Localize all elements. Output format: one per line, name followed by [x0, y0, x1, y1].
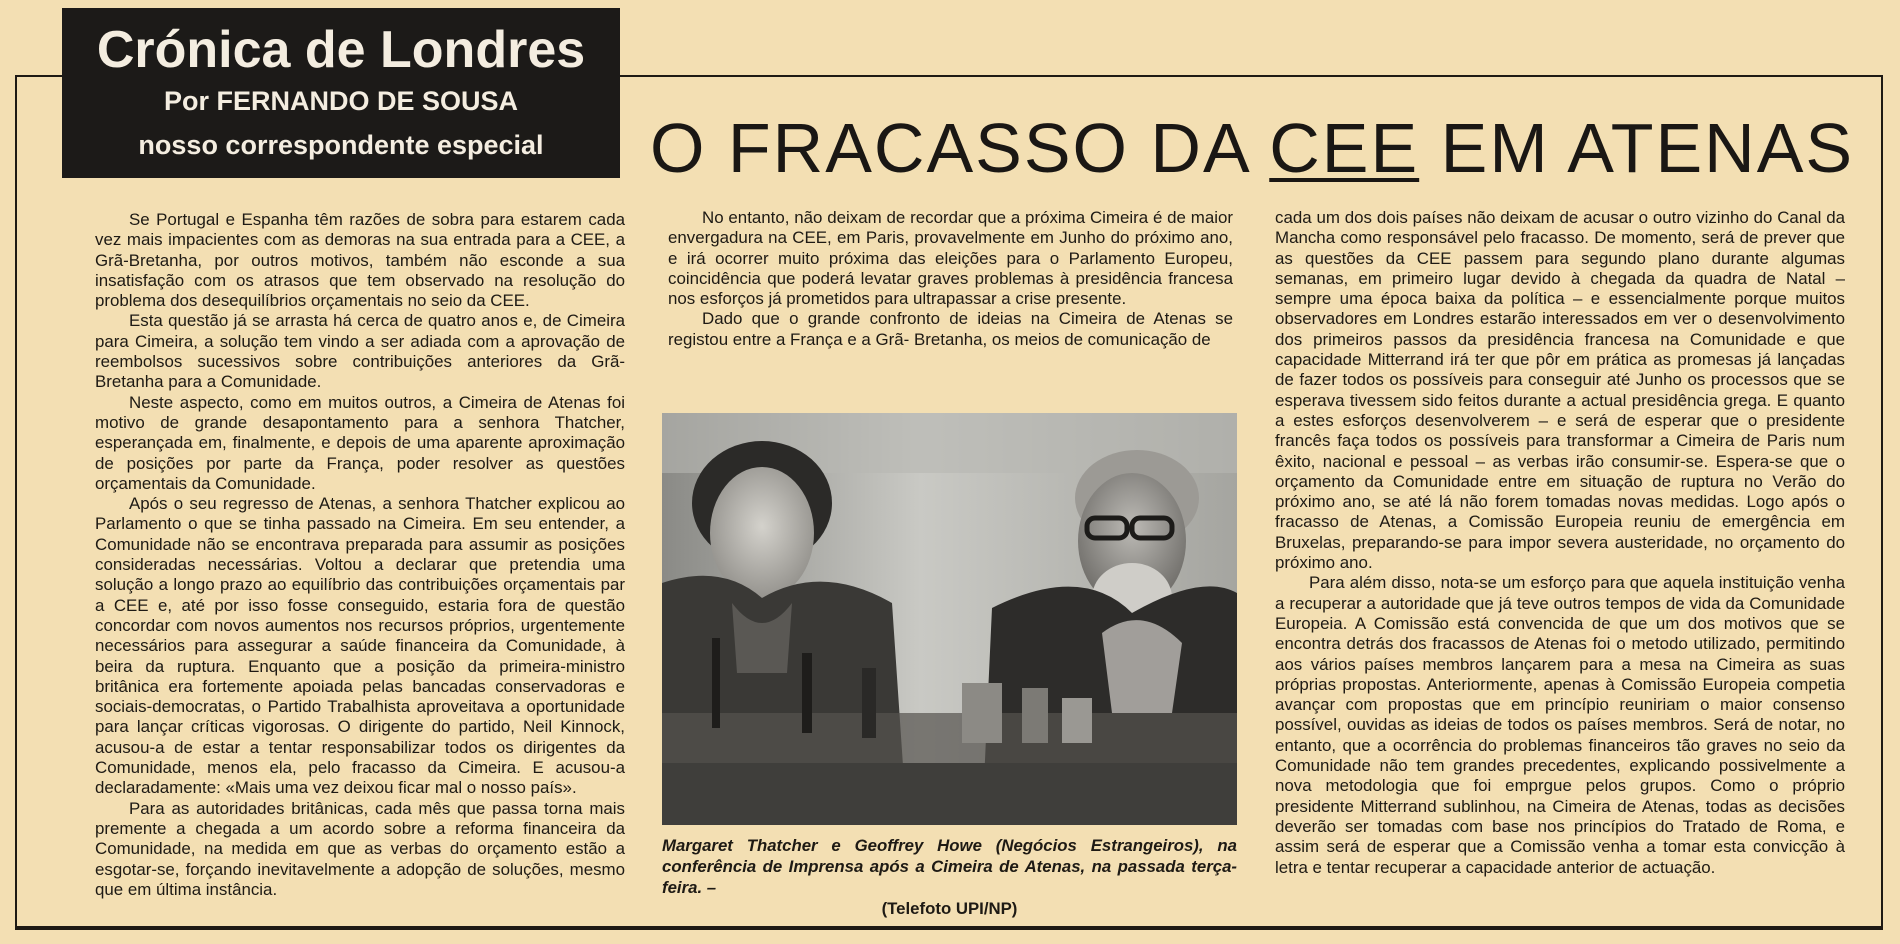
- paragraph: Para as autoridades britânicas, cada mês que passa torna mais premente a chegada a um acordo sobre a reforma financeira da Comunidade, na medida em que as verbas do orçamento estão a esgotar-se, forçando inevitavelmente a adopção de soluções, mesmo que em última instância.: [95, 798, 625, 899]
- photo-credit: (Telefoto UPI/NP): [881, 899, 1018, 918]
- press-photo: [662, 413, 1237, 825]
- kicker-role: nosso correspondente especial: [138, 130, 544, 160]
- paragraph: Se Portugal e Espanha têm razões de sobra para estarem cada vez mais impacientes com as demoras na sua entrada para a CEE, a Grã-Bretanha, por outros motivos, também não esconde a sua insatisfação com os atrasos que tem observado na resolução do problema dos desequilíbrios orçamentais no seio da CEE.: [95, 210, 625, 311]
- paragraph: Esta questão já se arrasta há cerca de quatro anos e, de Cimeira para Cimeira, a solução tem vindo a ser adiada com a aprovação de reembolsos sucessivos sobre contribuições anteriores da Grã-Bretanha para a Comunidade.: [95, 311, 625, 392]
- photo-caption: [662, 835, 1237, 919]
- paragraph: Após o seu regresso de Atenas, a senhora Thatcher explicou ao Parlamento o que se tinha passado na Cimeira. Em seu entender, a Comunidade não se encontrava preparada para assumir as posições consideradas necessárias. Voltou a declarar que pretendia uma solução a longo prazo ao equilíbrio das contribuições orçamentais par a CEE e, até por isso fosse conseguido, estaria fora de questão concordar com novos aumentos nos recursos próprios, urgentemente necessários para assegurar a saúde financeira da Comunidade, à beira da ruptura. Enquanto que a posição da primeira-ministro britânica era fortemente apoiada pelas bancadas conservadoras e sociais-democratas, o Partido Trabalhista aproveitava a oportunidade para lançar críticas vigorosas. O dirigente do partido, Neil Kinnock, acusou-a de estar a tentar responsabilizar todos os dirigentes da Comunidade, menos ela, pelo fracasso da Cimeira. E acusou-a declaradamente: «Mais uma vez deixou ficar mal o nosso país».: [95, 494, 625, 798]
- headline-underlined: CEE: [1269, 109, 1420, 187]
- bottom-rule: [15, 926, 1883, 929]
- column-kicker-box: [62, 8, 620, 178]
- paragraph: Neste aspecto, como em muitos outros, a Cimeira de Atenas foi motivo de grande desapontamento para a senhora Thatcher, esperançada em, finalmente, e depois de uma aparente aproximação de posições por parte da França, poder resolver as questões orçamentais da Comunidade.: [95, 392, 625, 493]
- paragraph: Para além disso, nota-se um esforço para que aquela instituição venha a recuperar a autoridade que já teve outros tempos de vida da Comunidade Europeia. A Comissão está convencida de que um dos motivos que se encontra detrás dos fracassos de Atenas foi o metodo utilizado, permitindo aos vários países membros lançarem para a mesa na Cimeira as suas próprias propostas. Anteriormente, apenas à Comissão Europeia competia avançar com propostas que em princípio reuniriam o maior consenso possível, ouvidas as ideias de todos os países membros. Será de notar, no entanto, que a ocorrência do problemas financeiros tão graves no seio da Comunidade não tem grandes precedentes, explicando possivelmente a nova metodologia que foi emprgue pelos grupos. Como o próprio presidente Mitterrand sublinhou, na Cimeira de Atenas, todas as decisões deverão ser tomadas com base nos princípios do Tratado de Roma, e assim será de esperar que a Comissão venha a tomar esta convicção à letra e tentar recuperar a capacidade anterior de actuação.: [1275, 573, 1845, 877]
- paragraph: No entanto, não deixam de recordar que a próxima Cimeira é de maior envergadura na CEE, em Paris, provavelmente em Junho do próximo ano, e irá ocorrer muito próxima das eleições para o Parlamento Europeu, coincidência que poderá levatar graves problemas à presidência francesa nos esforços já prometidos para ultrapassar a crise presente.: [668, 208, 1233, 309]
- article-column-2: [668, 208, 1233, 350]
- caption-text: Margaret Thatcher e Geoffrey Howe (Negócios Estrangeiros), na conferência de Imprensa após a Cimeira de Atenas, na passada terça-feira. –: [662, 836, 1237, 897]
- article-column-3: [1275, 208, 1845, 878]
- paragraph: cada um dos dois países não deixam de acusar o outro vizinho do Canal da Mancha como responsável pelo fracasso. De momento, será de prever que as questões da CEE passem para segundo plano durante algumas semanas, em primeiro lugar devido à chegada da quadra de Natal – sempre uma época baixa da política – e essencialmente porque muitos observadores em Londres estarão interessados em ver o desenvolvimento dos primeiros passos da presidência francesa na Comunidade e que capacidade Mitterrand irá ter que pôr em prática as promesas já lançadas de fazer todos os possíveis para conseguir até Junho os processos que se esperava tivessem sido feitos durante a actual presidência grega. E quanto a estes esforços desenvolverem – e será de esperar que o presidente francês faça todos os possíveis para transformar a Cimeira de Paris num êxito, nacional e pessoal – as verbas irão consumir-se. Espera-se que o orçamento da Comunidade entre em situação de ruptura no Verão do próximo ano, se até lá não forem tomadas novas medidas. Logo após o fracasso de Atenas, a Comissão Europeia reuniu de emergência em Bruxelas, preparando-se para impor severa austeridade, no orçamento do próximo ano.: [1275, 208, 1845, 573]
- headline-part-1: O FRACASSO DA: [650, 109, 1270, 187]
- kicker-title: Crónica de Londres: [96, 21, 586, 79]
- article-column-1: [95, 210, 625, 900]
- headline-part-2: EM ATENAS: [1419, 109, 1855, 187]
- kicker-byline: Por FERNANDO DE SOUSA: [163, 86, 519, 116]
- paragraph: Dado que o grande confronto de ideias na Cimeira de Atenas se registou entre a França e a Grã- Bretanha, os meios de comunicação de: [668, 309, 1233, 349]
- headline: [650, 108, 1870, 188]
